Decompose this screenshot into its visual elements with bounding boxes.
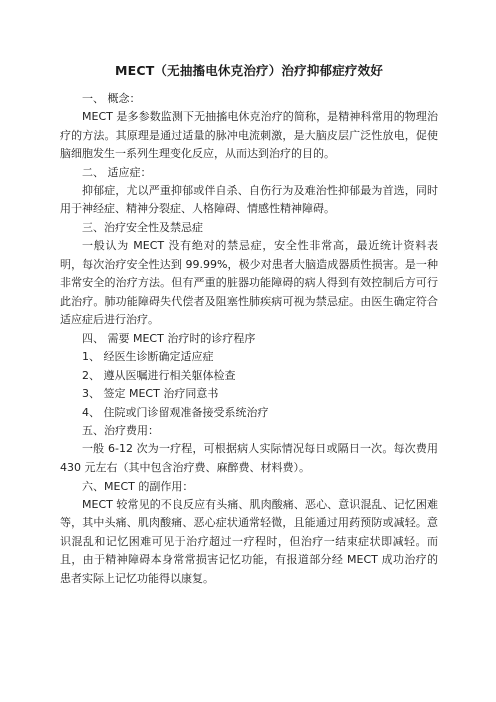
paragraph-side-effects: MECT 较常见的不良反应有头痛、肌肉酸痛、恶心、意识混乱、记忆困难等，其中头痛、肌肉酸痛、恶心症状通常轻微，且能通过用药预防或减轻。意识混乱和记忆困难可见于治疗超过一疗程时，但治疗一结束症状即减轻。而且，由于精神障碍本身常常损害记忆功能，有报道部分经 MECT 成功治疗的患者实际上记忆功能得以康复。: [60, 497, 438, 585]
section-concept: [60, 90, 438, 164]
section-heading-side-effects: 六、MECT 的副作用：: [82, 479, 194, 493]
document-title: MECT（无抽搐电休克治疗）治疗抑郁症疗效好: [114, 63, 384, 78]
procedure-step: 4、 住院或门诊留观准备接受系统治疗: [82, 405, 269, 419]
section-heading-concept: 一、 概念：: [82, 92, 141, 105]
procedure-step: 1、 经医生诊断确定适应症: [82, 349, 214, 363]
procedure-step: 3、 签定 MECT 治疗同意书: [82, 387, 219, 401]
paragraph-safety: 一般认为 MECT 没有绝对的禁忌症，安全性非常高，最近统计资料表明，每次治疗安全性达到 99.99%，极少对患者大脑造成器质性损害。是一种非常安全的治疗方法。但有严重的脏器功能障碍的病人得到有效控制后方可行此治疗。肺功能障碍失代偿者及阻塞性肺疾病可视为禁忌症。由医生确定符合适应症后进行治疗。: [60, 238, 438, 327]
paragraph-cost: 一般 6-12 次为一疗程，可根据病人实际情况每日或隔日一次。每次费用 430 元左右（其中包含治疗费、麻醉费、材料费）。: [60, 442, 438, 474]
section-heading-indications: 二、 适应症：: [82, 165, 152, 179]
paragraph-indications: 抑郁症，尤以严重抑郁或伴自杀、自伤行为及难治性抑郁最为首选，同时用于神经症、精神分裂症、人格障碍、情感性精神障碍。: [60, 183, 438, 216]
section-safety: [60, 219, 438, 330]
section-side-effects: [60, 478, 438, 589]
section-heading-safety: 三、治疗安全性及禁忌症: [82, 220, 203, 234]
section-procedure: [60, 330, 438, 422]
section-indications: [60, 164, 438, 219]
section-cost: [60, 422, 438, 477]
procedure-step: 2、 遵从医嘱进行相关躯体检查: [82, 368, 236, 382]
section-heading-procedure: 四、 需要 MECT 治疗时的诊疗程序: [82, 331, 256, 345]
section-heading-cost: 五、治疗费用：: [82, 424, 159, 438]
paragraph-concept: MECT 是多参数监测下无抽搐电休克治疗的简称，是精神科常用的物理治疗的方法。其原理是通过适量的脉冲电流刺激，是大脑皮层广泛性放电，促使脑细胞发生一系列生理变化反应，从而达到治疗的目的。: [60, 110, 438, 161]
